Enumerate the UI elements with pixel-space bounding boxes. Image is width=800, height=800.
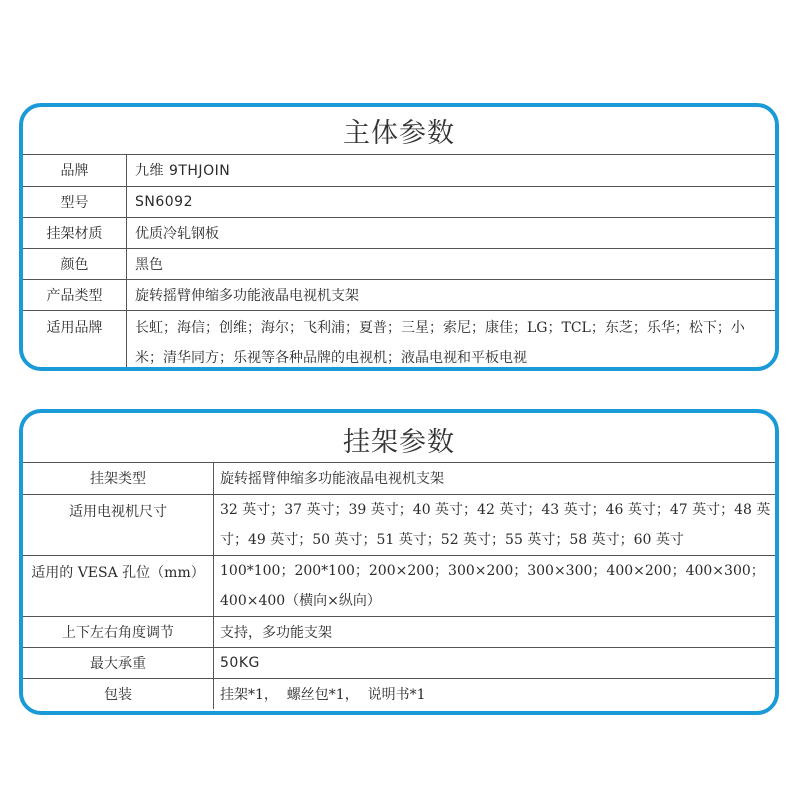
table-row xyxy=(23,494,775,555)
table-row xyxy=(23,555,775,616)
compatible-brands-value: 长虹；海信；创维；海尔；飞利浦；夏普；三星；索尼；康佳；LG；TCL；东芝；乐华；松下；小米；清华同方；乐视等各种品牌的电视机；液晶电视和平板电视 xyxy=(127,310,776,371)
table-row xyxy=(23,463,775,494)
brand-label: 品牌 xyxy=(60,163,89,180)
table-row xyxy=(23,217,775,248)
max-load-label: 最大承重 xyxy=(23,647,214,678)
main-params-title: 主体参数 xyxy=(23,107,775,155)
model-value: SN6092 xyxy=(127,186,776,217)
color-value: 黑色 xyxy=(127,248,776,279)
package-label: 包装 xyxy=(23,678,214,709)
angle-adjust-value: 支持，多功能支架 xyxy=(214,616,776,647)
product-type-label: 产品类型 xyxy=(23,279,127,310)
mount-params-title: 挂架参数 xyxy=(23,413,775,463)
vesa-value: 100*100；200*100；200×200；300×200；300×300；400×200；400×300；400×400（横向×纵向） xyxy=(214,555,776,616)
product-type-value: 旋转摇臂伸缩多功能液晶电视机支架 xyxy=(127,279,776,310)
angle-adjust-label: 上下左右角度调节 xyxy=(23,616,214,647)
table-row xyxy=(23,647,775,678)
mount-type-label: 挂架类型 xyxy=(90,471,146,488)
table-row xyxy=(23,279,775,310)
tv-size-value: 32 英寸；37 英寸；39 英寸；40 英寸；42 英寸；43 英寸；46 英寸；47 英寸；48 英寸；49 英寸；50 英寸；51 英寸；52 英寸；55 英寸；58 英寸；60 英寸 xyxy=(214,494,776,555)
main-params-table xyxy=(23,155,775,371)
mount-params-panel xyxy=(19,409,779,715)
color-label: 颜色 xyxy=(23,248,127,279)
main-params-panel xyxy=(19,103,779,371)
material-label: 挂架材质 xyxy=(23,217,127,248)
table-row xyxy=(23,616,775,647)
table-row xyxy=(23,155,775,186)
package-value: 挂架*1， 螺丝包*1， 说明书*1 xyxy=(214,678,776,709)
material-value: 优质冷轧钢板 xyxy=(127,217,776,248)
compatible-brands-label: 适用品牌 xyxy=(23,310,127,371)
mount-params-table xyxy=(23,463,775,709)
mount-type-value: 旋转摇臂伸缩多功能液晶电视机支架 xyxy=(214,463,776,494)
brand-value: 九维 9THJOIN xyxy=(127,155,776,186)
table-row xyxy=(23,678,775,709)
vesa-label: 适用的 VESA 孔位（mm） xyxy=(23,555,214,616)
model-label: 型号 xyxy=(23,186,127,217)
table-row xyxy=(23,248,775,279)
max-load-value: 50KG xyxy=(214,647,776,678)
table-row xyxy=(23,310,775,371)
table-row xyxy=(23,186,775,217)
tv-size-label: 适用电视机尺寸 xyxy=(23,494,214,555)
